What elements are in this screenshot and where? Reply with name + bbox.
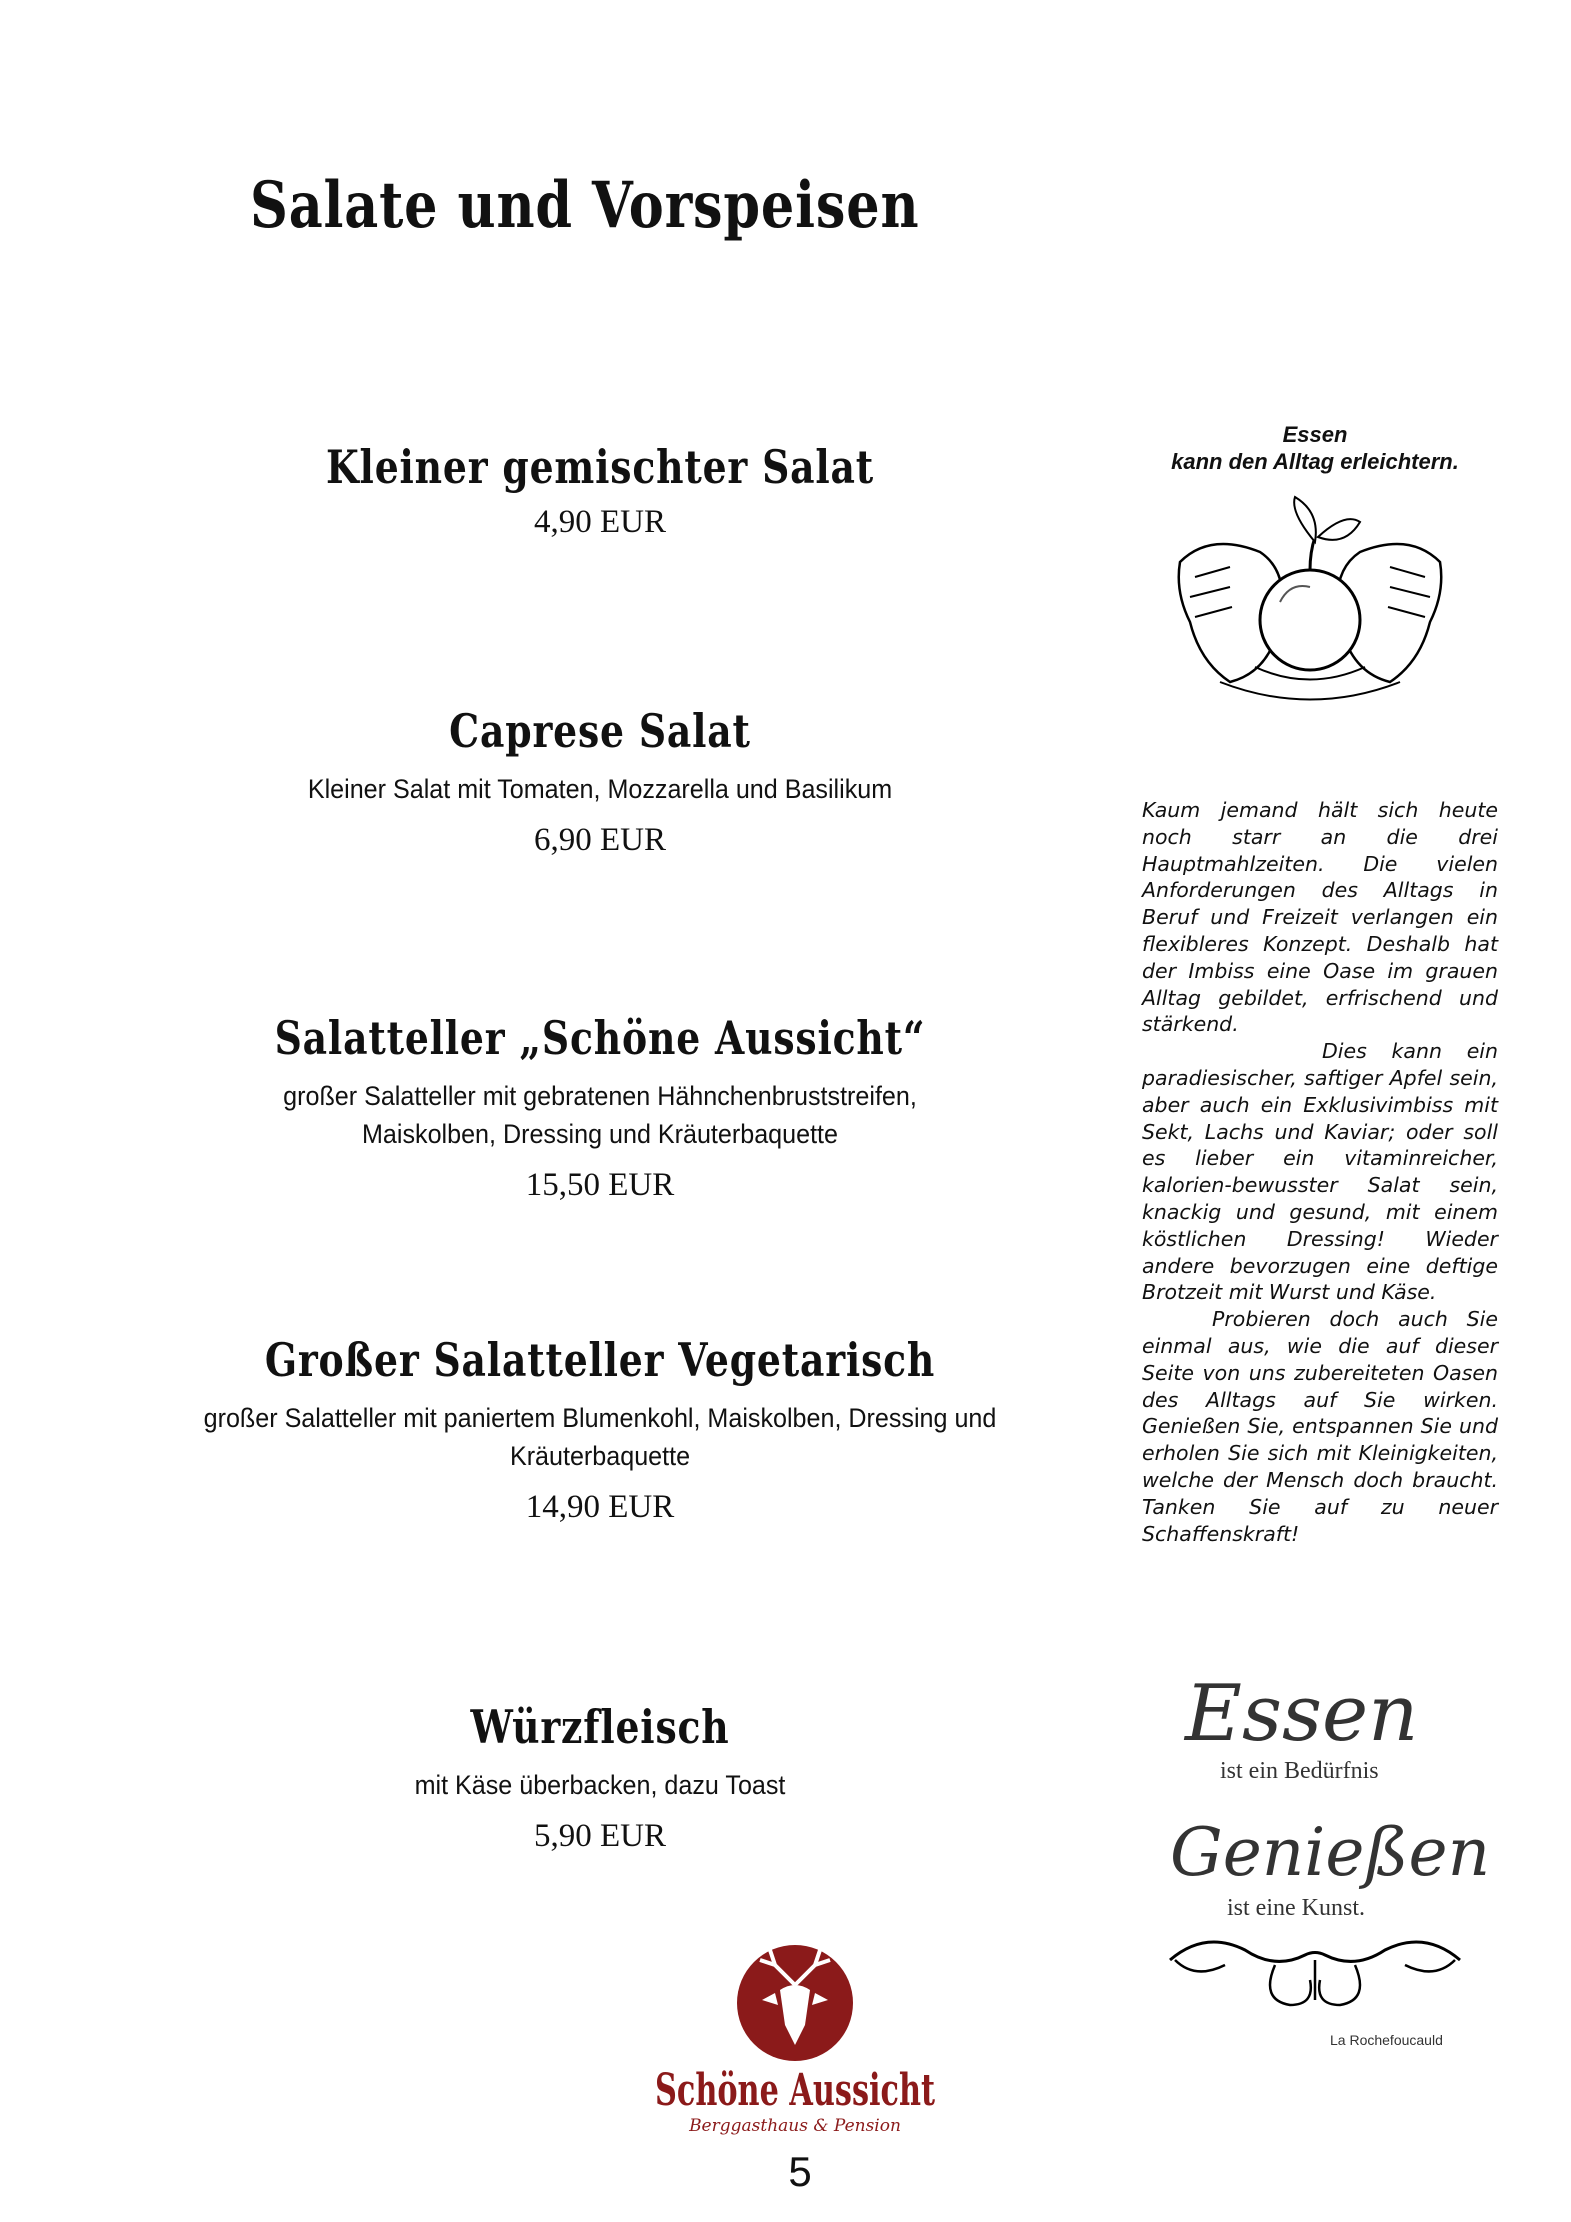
item-description: Kleiner Salat mit Tomaten, Mozzarella und Basilikum xyxy=(307,774,893,804)
item-description: mit Käse überbacken, dazu Toast xyxy=(414,1770,786,1800)
quote-line-2: ist eine Kunst. xyxy=(1227,1895,1365,1921)
menu-item xyxy=(140,1011,1060,1204)
sidebar-quote-subtitle: kann den Alltag erleichtern. xyxy=(1171,449,1459,474)
item-price: 5,90 EUR xyxy=(534,1818,666,1854)
menu-item xyxy=(140,440,1060,541)
item-price: 15,50 EUR xyxy=(525,1167,675,1203)
item-price: 6,90 EUR xyxy=(534,822,666,858)
sidebar-quote-title: Essen xyxy=(1282,422,1348,447)
quote-author: La Rochefoucauld xyxy=(1330,2032,1443,2048)
item-description: großer Salatteller mit paniertem Blumenkohl, Maiskolben, Dressing und Kräuterbaquette xyxy=(203,1403,997,1471)
logo-subtitle: Berggasthaus & Pension xyxy=(689,2116,901,2136)
quote-word-essen: Essen xyxy=(1185,1669,1419,1759)
quote-line-1: ist ein Bedürfnis xyxy=(1220,1758,1379,1784)
essen-geniessen-quote xyxy=(1165,1660,1491,2060)
quote-word-geniessen: Genießen xyxy=(1170,1814,1491,1891)
item-name: Großer Salatteller Vegetarisch xyxy=(264,1333,936,1387)
item-price: 14,90 EUR xyxy=(525,1489,675,1525)
menu-item xyxy=(140,1333,1060,1526)
item-name: Salatteller „Schöne Aussicht“ xyxy=(274,1011,926,1065)
item-name: Kleiner gemischter Salat xyxy=(325,440,875,494)
page-number: 5 xyxy=(788,2148,812,2195)
page-title: Salate und Vorspeisen xyxy=(250,168,920,243)
sidebar-paragraph: Kaum jemand hält sich heute noch starr an die drei Hauptmahlzeiten. Die vielen Anforderungen des Alltags in Beruf und Freizeit verlangen ein flexibleres Konzept. Deshalb hat der Imbiss eine Oase im grauen Alltag gebildet, erfrischend und stärkend. xyxy=(1142,798,1498,1037)
item-name: Würzfleisch xyxy=(470,1700,730,1754)
item-price: 4,90 EUR xyxy=(534,504,666,540)
item-name: Caprese Salat xyxy=(449,704,751,758)
logo-name: Schöne Aussicht xyxy=(655,2065,936,2116)
sidebar-paragraph: Probieren doch auch Sie einmal aus, wie die auf dieser Seite von uns zubereiteten Oasen des Alltags auf Sie wirken. Genießen Sie, entspannen Sie und erholen Sie sich mit Kleinigkeiten, welche der Mensch doch braucht. Tanken Sie auf zu neuer Schaffenskraft! xyxy=(1142,1307,1498,1546)
menu-item xyxy=(140,1700,1060,1855)
restaurant-logo xyxy=(650,1945,950,2155)
menu-item xyxy=(140,704,1060,859)
sidebar-text xyxy=(1142,797,1498,1547)
apple-in-hands-icon xyxy=(1170,492,1450,717)
sidebar-paragraph: Dies kann ein paradiesischer, saftiger Apfel sein, aber auch ein Exklusivimbiss mit Sekt, Lachs und Kaviar; oder soll es lieber ein vitaminreicher, kalorien-bewusster Salat sein, knackig und gesund, mit einem köstlichen Dressing! Wieder andere bevorzugen eine deftige Brotzeit mit Wurst und Käse. xyxy=(1142,1039,1498,1305)
item-description: großer Salatteller mit gebratenen Hähnchenbruststreifen, Maiskolben, Dressing und Kräuterbaquette xyxy=(283,1081,917,1149)
